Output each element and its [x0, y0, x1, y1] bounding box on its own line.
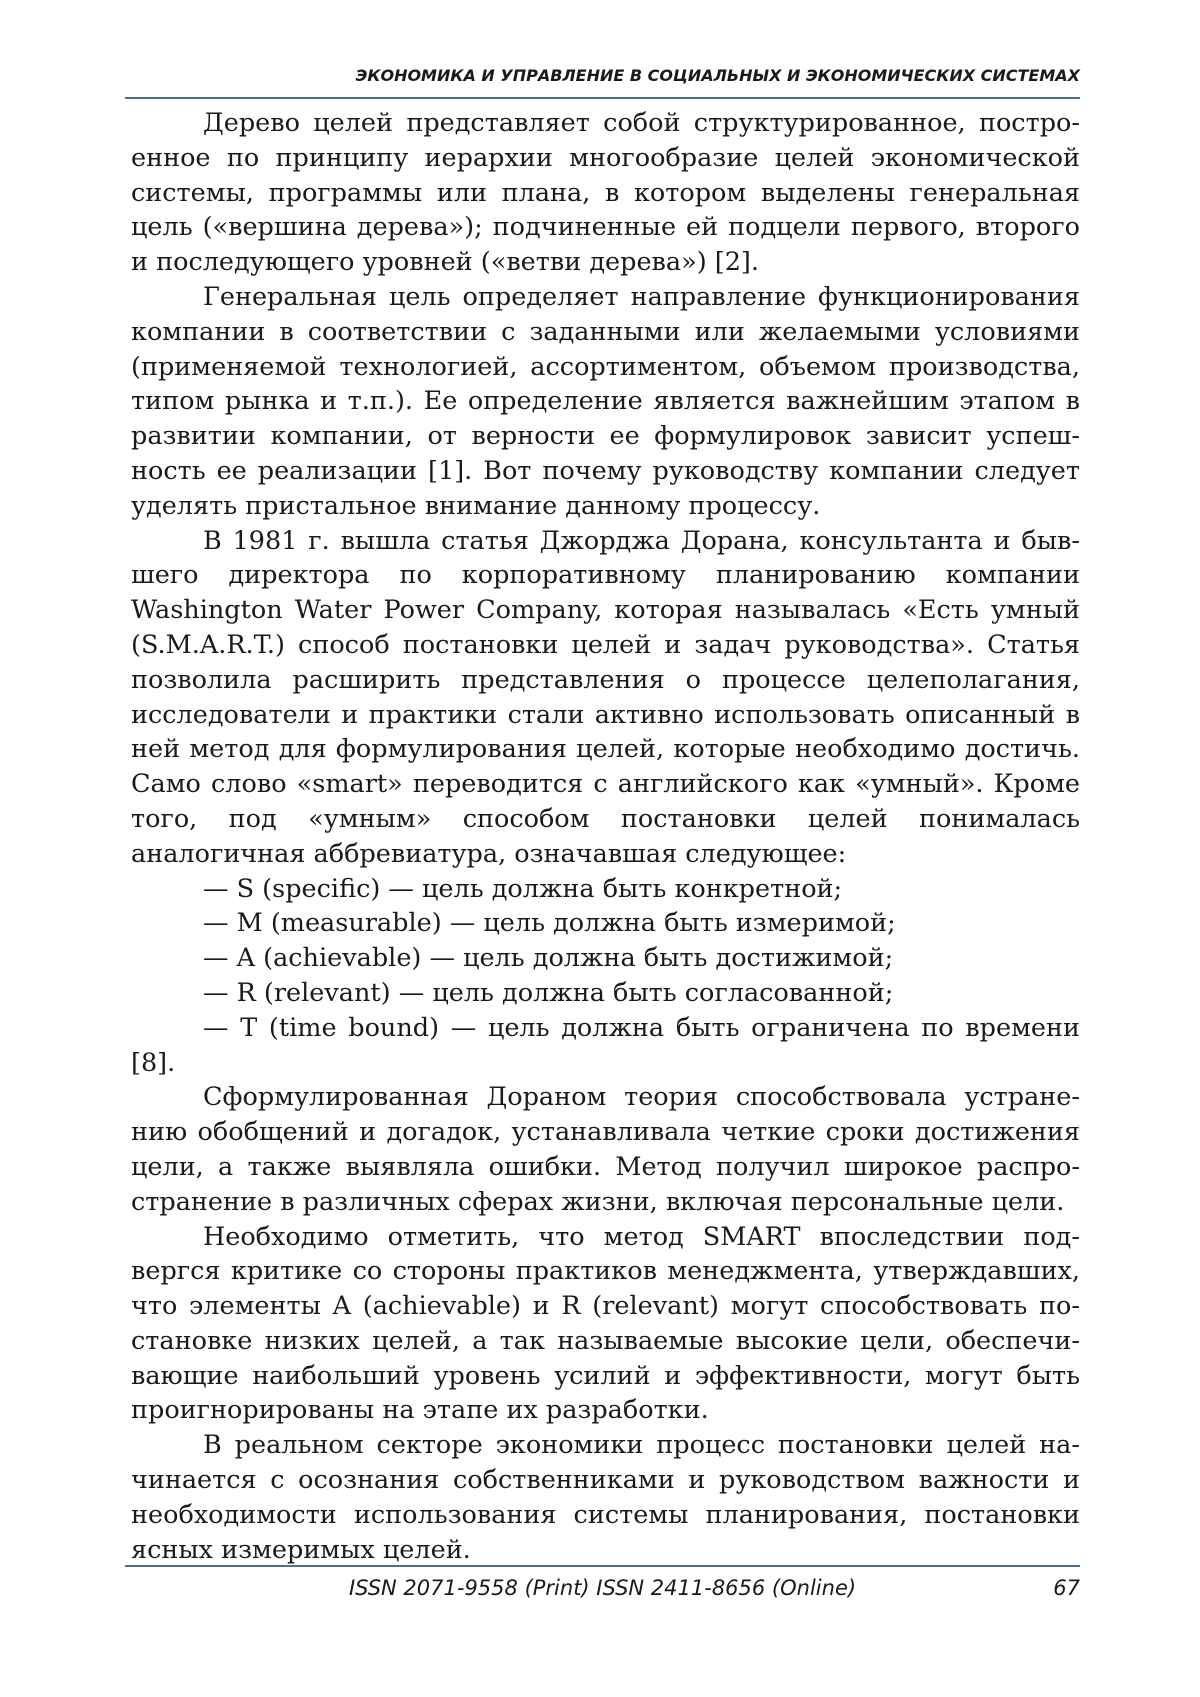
header-rule	[125, 97, 1080, 99]
running-header: ЭКОНОМИКА И УПРАВЛЕНИЕ В СОЦИАЛЬНЫХ И ЭКОНОМИЧЕСКИХ СИСТЕМАХ	[355, 66, 1080, 85]
footer-rule	[125, 1565, 1080, 1567]
paragraph-smart-criticism: Необходимо отметить, что метод SMART впоследствии подвергся критике со стороны практиков менеджмента, утверждавших, что элементы A (achievable) и R (relevant) могут способствовать постановке низких целей, а так называемые высокие цели, обеспечивающие наибольший уровень усилий и эффективности, могут быть проигнорированы на этапе их разработки.	[131, 1221, 1080, 1426]
paragraph-doran-theory: Сформулированная Дораном теория способствовала устранению обобщений и догадок, устанавливала четкие сроки достижения цели, а также выявляла ошибки. Метод получил широкое распространение в различных сферах жизни, включая персональные цели.	[131, 1082, 1080, 1217]
paragraph-goal-tree: Дерево целей представляет собой структурированное, построенное по принципу иерархии многообразие целей экономической системы, программы или плана, в котором выделены генеральная цель («вершина дерева»); подчиненные ей подцели первого, второго и последующего уровней («ветви дерева») [2].	[131, 108, 1080, 278]
smart-item-specific: — S (specific) — цель должна быть конкретной;	[203, 873, 843, 904]
smart-item-measurable: — M (measurable) — цель должна быть измеримой;	[203, 908, 896, 939]
page-footer	[125, 1576, 1080, 1606]
article-body	[131, 106, 1080, 1567]
smart-item-achievable: — A (achievable) — цель должна быть достижимой;	[203, 943, 894, 974]
page-number: 67	[1053, 1576, 1080, 1600]
paragraph-real-sector: В реальном секторе экономики процесс постановки целей начинается с осознания собственниками и руководством важности и необходимости использования системы планирования, постановки ясных измеримых целей.	[131, 1430, 1080, 1565]
issn-line: ISSN 2071-9558 (Print) ISSN 2411-8656 (Online)	[348, 1576, 857, 1600]
paragraph-doran-article: В 1981 г. вышла статья Джорджа Дорана, консультанта и бывшего директора по корпоративному планированию компании Washington Water Power Company, которая называлась «Есть умный (S.M.A.R.T.) способ постановки целей и задач руководства». Статья позволила расширить представления о процессе целеполагания, исследователи и практики стали активно использовать описанный в ней метод для формулирования целей, которые необходимо достичь. Само слово «smart» переводится с английского как «умный». Кроме того, под «умным» способом постановки целей понималась аналогичная аббревиатура, означавшая следующее:	[131, 525, 1080, 869]
smart-item-time-bound: — T (time bound) — цель должна быть ограничена по времени [8].	[131, 1012, 1080, 1078]
paragraph-general-goal: Генеральная цель определяет направление функционирования компании в соответствии с заданными или желаемыми условиями (применяемой технологией, ассортиментом, объемом производства, типом рынка и т.п.). Ее определение является важнейшим этапом в развитии компании, от верности ее формулировок зависит успешность ее реализации [1]. Вот почему руководству компании следует уделять пристальное внимание данному процессу.	[131, 281, 1080, 521]
smart-item-relevant: — R (relevant) — цель должна быть согласованной;	[203, 977, 894, 1008]
